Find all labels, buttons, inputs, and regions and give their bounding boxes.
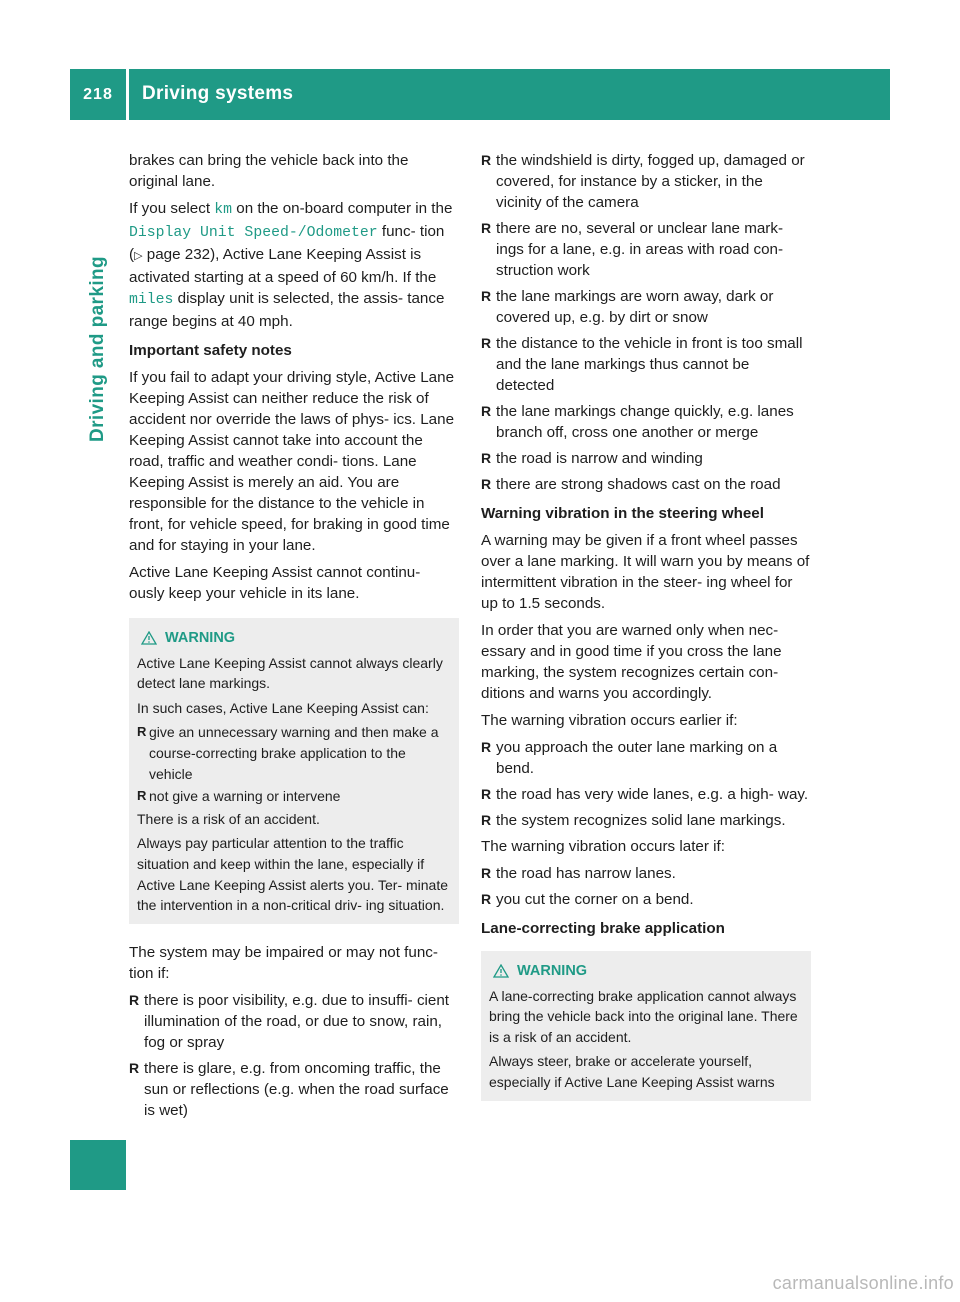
warning-triangle-icon [493,964,509,978]
bullet-icon: R [481,335,492,351]
warning-box [481,951,811,1101]
warning-box [129,618,459,924]
side-tab-block [70,1140,126,1190]
header-divider [126,69,129,120]
list-item [481,863,811,884]
list-item-text: give an unnecessary warning and then make a course-correcting brake application to the vehicle [149,724,439,782]
list-item-text: there is poor visibility, e.g. due to insuffi- cient illumination of the road, or due to snow, rain, fog or spray [144,991,450,1051]
heading-safety-notes: Important safety notes [129,342,292,359]
list-item [481,333,811,396]
list-item [481,218,811,281]
list-item [481,474,811,495]
bullet-icon: R [481,220,492,236]
bullet-icon: R [481,152,492,168]
later-conditions-list [481,863,811,910]
warning-header [489,961,803,982]
list-item [481,889,811,910]
list-item [137,786,451,807]
list-item-text: the lane markings change quickly, e.g. lanes branch off, cross one another or merge [496,403,794,441]
km-option: km [214,202,233,218]
list-item [481,810,811,831]
side-tab-text: Driving and parking [87,255,109,443]
list-item-text: the lane markings are worn away, dark or covered up, e.g. by dirt or snow [496,288,774,326]
list-item [137,722,451,784]
list-item-text: you cut the corner on a bend. [496,891,694,908]
list-item-text: the road has very wide lanes, e.g. a high- way. [496,786,809,803]
left-column [129,150,459,1126]
warning-text: There is a risk of an accident. [137,810,320,827]
text: func- tion ( [129,223,445,263]
list-item [481,784,811,805]
list-item-text: there are no, several or unclear lane mark- ings for a lane, e.g. in areas with road con- struction work [496,220,784,279]
display-unit-menu-item: Display Unit Speed-/Odometer [129,225,378,241]
list-item [481,401,811,443]
list-item [481,737,811,779]
list-item-text: the distance to the vehicle in front is too small and the lane markings thus cannot be detected [496,335,803,394]
paragraph: The warning vibration occurs earlier if: [481,712,738,729]
bullet-icon: R [481,891,492,907]
warning-text: A lane-correcting brake application cannot always bring the vehicle back into the original lane. There is a risk of an accident. [489,987,798,1045]
miles-option: miles [129,292,174,308]
paragraph: In order that you are warned only when nec- essary and in good time if you cross the lane marking, the system recognizes certain con- ditions and warns you accordingly. [481,622,782,702]
page-ref-arrow-icon: ▷ [134,250,143,262]
list-item [129,990,459,1053]
bullet-icon: R [129,1059,140,1076]
list-item-text: the windshield is dirty, fogged up, damaged or covered, for instance by a sticker, in the vicinity of the camera [496,152,805,211]
bullet-icon: R [481,403,492,419]
list-item-text: you approach the outer lane marking on a bend. [496,739,778,777]
impairment-list-continued [481,150,811,495]
warning-text: In such cases, Active Lane Keeping Assist can: [137,699,429,716]
bullet-icon: R [137,788,147,804]
impairment-list [129,990,459,1121]
bullet-icon: R [481,476,492,492]
side-tab-label [84,234,112,464]
list-item-text: not give a warning or intervene [149,788,341,805]
earlier-conditions-list [481,737,811,831]
warning-title: WARNING [517,963,588,979]
list-item [481,150,811,213]
section-title: Driving systems [142,83,294,104]
list-item-text: there is glare, e.g. from oncoming traffic, the sun or reflections (e.g. when the road surface is wet) [144,1059,449,1119]
bullet-icon: R [137,724,147,740]
paragraph-unit-selection [129,198,459,332]
bullet-icon: R [481,812,492,828]
text: If you select [129,200,215,217]
list-item [481,448,811,469]
list-item-text: the road is narrow and winding [496,450,703,467]
warning-triangle-icon [141,631,157,645]
paragraph: A warning may be given if a front wheel passes over a lane marking. It will warn you by means of intermittent vibration in the steer- ing wheel for up to 1.5 seconds. [481,532,810,612]
bullet-icon: R [481,786,492,802]
warning-header [137,628,451,649]
right-column [481,150,811,1119]
list-item [129,1058,459,1121]
heading-warning-vibration: Warning vibration in the steering wheel [481,505,764,522]
paragraph: The warning vibration occurs later if: [481,838,725,855]
watermark: carmanualsonline.info [772,1273,954,1293]
bullet-icon: R [481,739,492,755]
text: display unit is selected, the assis- tance range begins at 40 mph. [129,290,445,330]
bullet-icon: R [481,865,492,881]
warning-title: WARNING [165,630,236,646]
paragraph: The system may be impaired or may not func- tion if: [129,943,438,982]
bullet-icon: R [481,288,492,304]
warning-text: Active Lane Keeping Assist cannot always clearly detect lane markings. [137,654,443,692]
list-item [481,286,811,328]
text: on the on-board computer in the [232,200,453,217]
warning-text: Always pay particular attention to the traffic situation and keep within the lane, especially if Active Lane Keeping Assist alerts you. Ter- minate the intervention in a non-critical driv- ing situation. [137,835,449,914]
bullet-icon: R [129,991,140,1008]
heading-brake-application: Lane-correcting brake application [481,920,725,937]
bullet-icon: R [481,450,492,466]
paragraph: Active Lane Keeping Assist cannot continu- ously keep your vehicle in its lane. [129,564,421,602]
page-number: 218 [83,86,113,103]
paragraph: If you fail to adapt your driving style, Active Lane Keeping Assist can neither reduce the risk of accident nor override the laws of phys- ics. Lane Keeping Assist cannot take into account the road, traffic and weather condi- tions. Lane Keeping Assist is merely an aid. You are responsible for the distance to the vehicle in front, for vehicle speed, for braking in good time and for staying in your lane. [129,369,455,554]
paragraph: brakes can bring the vehicle back into the original lane. [129,152,409,190]
warning-bullets [137,722,451,806]
list-item-text: the system recognizes solid lane markings. [496,812,786,829]
warning-text: Always steer, brake or accelerate yourself, especially if Active Lane Keeping Assist warns [489,1053,775,1090]
text: page 232), Active Lane Keeping Assist is activated starting at a speed of 60 km/h. If the [129,246,437,286]
list-item-text: there are strong shadows cast on the road [496,476,781,493]
list-item-text: the road has narrow lanes. [496,865,676,882]
